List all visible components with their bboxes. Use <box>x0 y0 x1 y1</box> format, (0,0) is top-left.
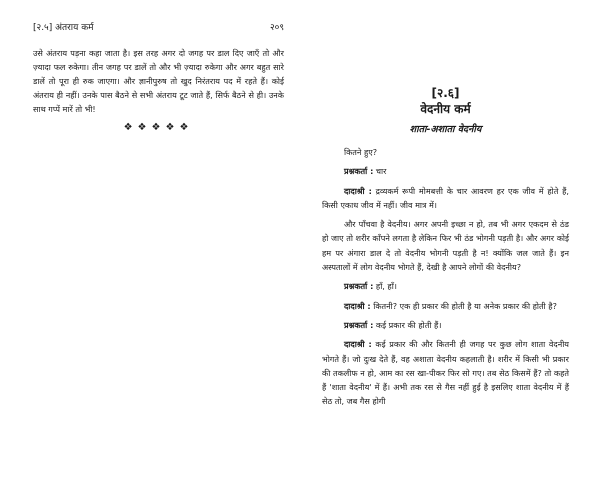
chapter-number: [२.६] <box>431 86 460 100</box>
right-page <box>300 0 599 488</box>
dialog-text: चार <box>375 166 387 177</box>
left-paragraph: उसे अंतराय पड़ना कहा जाता है। इस तरह अगर दो जगह पर डाल दिए जाएँ तो और ज़्यादा फल रुकेगा। तीन जगह पर डालें तो और भी ज़्यादा रुकेगा और अगर बहुत सारे डालें तो पूरा ही रुक जाएगा। और ज्ञानीपुरुष तो खुद निरंतराय पद में रहते हैं। कोई अंतराय ही नहीं। उनके पास बैठने से सभी अंतराय टूट जाते हैं, सिर्फ बैठने से ही। उनके साथ गप्पें मारें तो भी! <box>33 48 284 114</box>
right-body <box>322 145 569 409</box>
dialog-text: द्रव्यकर्म रूपी मोमबत्ती के चार आवरण हर एक जीव में होते हैं, किसी एकाध जीव में नहीं। जीव मात्र में। <box>322 185 569 210</box>
dialog-line <box>322 337 569 408</box>
dialog-text: कई प्रकार की और कितनी ही जगह पर कुछ लोग शाता वेदनीय भोगते हैं। जो दुःख देते हैं, वह अशाता वेदनीय कहलाती है। शरीर में किसी भी प्रकार की तकलीफ न हो, आम का रस खा-पीकर फिर सो गए। तब सेठ किसमें हैं? तो कहते हैं 'शाता वेदनीय' में हैं। अभी तक रस से गैस नहीं हुई है इसलिए शाता वेदनीय में हैं सेठ तो, जब गैस होगी <box>322 339 569 407</box>
left-running-head <box>33 22 284 34</box>
dialog-line <box>322 279 569 293</box>
plain-line: कितने हुए? <box>344 147 378 157</box>
speaker-label: दादाश्री : <box>344 339 372 350</box>
speaker-label: प्रश्नकर्ता : <box>344 281 374 292</box>
speaker-label: प्रश्नकर्ता : <box>344 319 374 330</box>
dialog-text: हाँ, हाँ। <box>375 281 397 292</box>
left-header-title: [२.५] अंतराय कर्म <box>33 23 94 33</box>
chapter-title: वेदनीय कर्म <box>420 102 471 116</box>
section-title: शाता-अशाता वेदनीय <box>409 124 482 135</box>
speaker-label: दादाश्री : <box>344 185 372 196</box>
dialog-text: कितनी? एक ही प्रकार की होती है या अनेक प्रकार की होती है? <box>373 300 557 311</box>
speaker-label: दादाश्री : <box>344 300 371 311</box>
dialog-text: कई प्रकार की होती हैं। <box>375 319 442 330</box>
dialog-line <box>322 299 569 313</box>
left-page-number: २०९ <box>269 23 284 33</box>
dialog-line <box>322 184 569 213</box>
body-paragraph: और पाँचवा है वेदनीय। अगर अपनी इच्छा न हो, तब भी अगर एकदम से ठंड हो जाए तो शरीर काँपने लगता है लेकिन फिर भी ठंड भोगनी पड़ती है। और अगर कोई हम पर अंगारा डाल दे तो वेदनीय भोगनी पड़ती है न! क्योंकि जल जाते हैं। इन अस्पतालों में लोग वेदनीय भोगते हैं, देखी है आपने लोगों की वेदनीय? <box>322 219 569 273</box>
dialog-line <box>322 164 569 178</box>
dialog-line <box>322 318 569 332</box>
ornament-divider: ❖❖❖❖❖ <box>123 122 194 133</box>
speaker-label: प्रश्नकर्ता : <box>344 166 374 177</box>
